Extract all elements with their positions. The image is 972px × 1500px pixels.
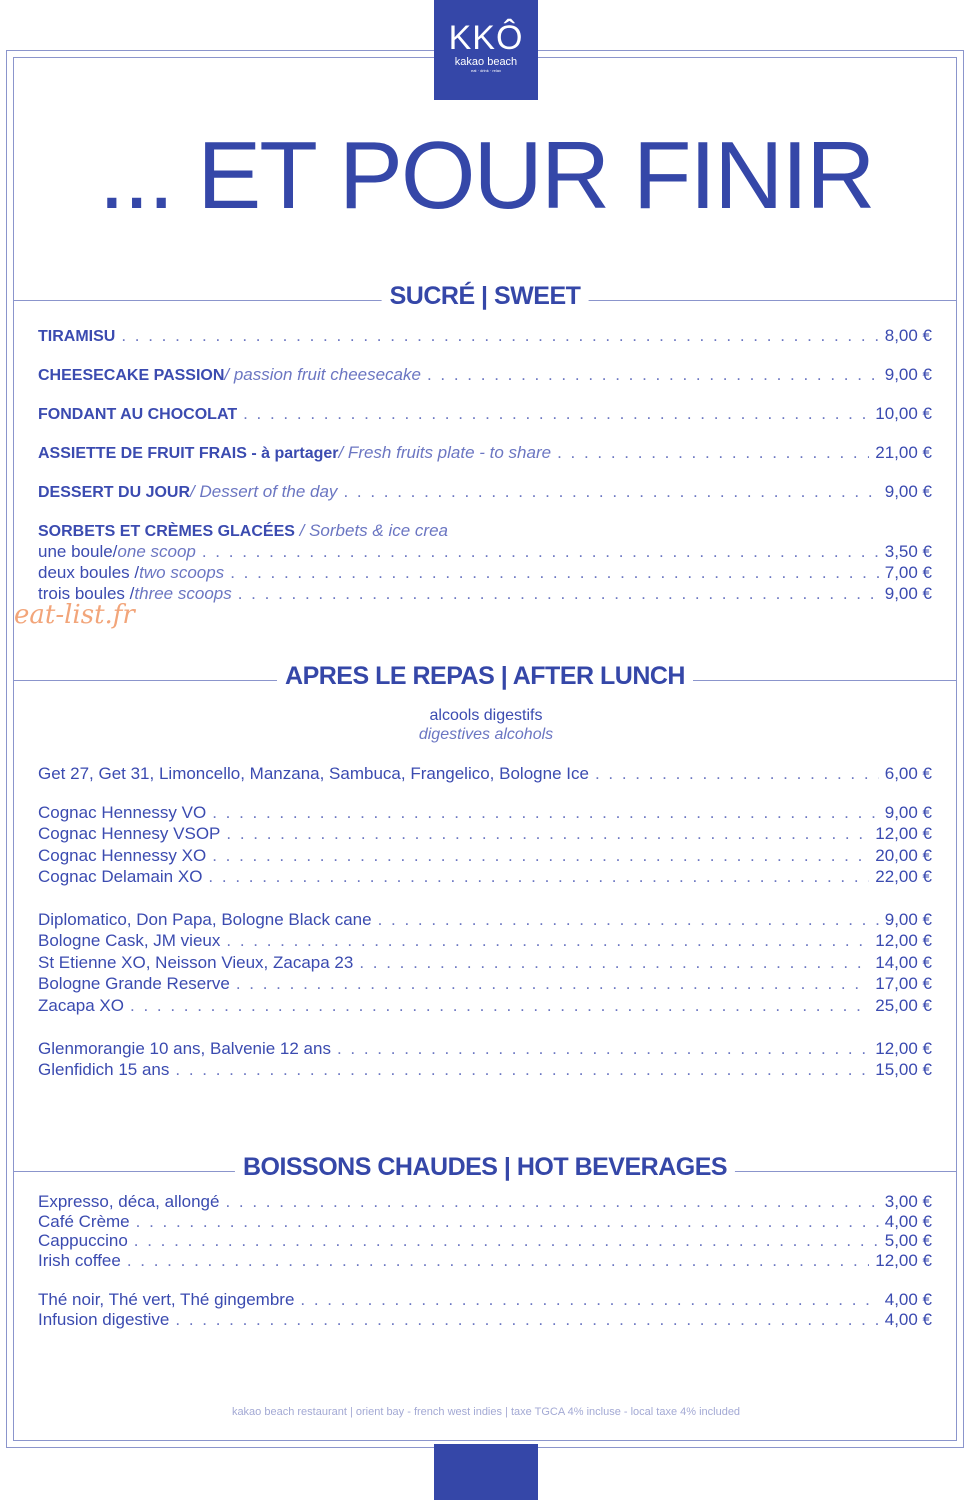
- logo-name: kakao beach: [454, 56, 518, 68]
- item-price: 22,00 €: [875, 867, 932, 886]
- item-price: 25,00 €: [875, 996, 932, 1015]
- section-header-hot-beverages: [13, 1152, 957, 1182]
- item-name: une boule/: [38, 542, 118, 561]
- dot-leader: [226, 824, 869, 844]
- item-price: 12,00 €: [875, 1039, 932, 1058]
- menu-item: [38, 764, 932, 784]
- item-price: 21,00 €: [875, 443, 932, 462]
- dot-leader: [121, 326, 878, 346]
- menu-item: [38, 1310, 932, 1330]
- section-header-after-lunch: [13, 661, 957, 691]
- dot-leader: [134, 1231, 879, 1251]
- item-name: St Etienne XO, Neisson Vieux, Zacapa 23: [38, 953, 354, 972]
- dot-leader: [202, 542, 879, 561]
- item-name: Café Crème: [38, 1212, 130, 1231]
- section-title: BOISSONS CHAUDES | HOT BEVERAGES: [235, 1152, 735, 1182]
- item-name: deux boules /: [38, 563, 140, 582]
- item-name: Bologne Cask, JM vieux: [38, 931, 221, 950]
- dot-leader: [238, 584, 879, 603]
- item-name: Thé noir, Thé vert, Thé gingembre: [38, 1290, 295, 1309]
- item-subtitle: one scoop: [117, 542, 196, 561]
- section-title: SUCRÉ | SWEET: [382, 281, 589, 311]
- bottom-tab: [434, 1444, 538, 1500]
- item-name: Glenmorangie 10 ans, Balvenie 12 ans: [38, 1039, 331, 1058]
- sorbets-heading: [38, 521, 448, 542]
- item-name: SORBETS ET CRÈMES GLACÉES: [38, 523, 295, 540]
- item-name: TIRAMISU: [38, 328, 116, 345]
- dot-leader: [236, 974, 869, 994]
- section-note: alcools digestifs: [429, 707, 543, 724]
- footer-text: kakao beach restaurant | orient bay - french west indies | taxe TGCA 4% incluse - local taxe 4% included: [231, 1406, 741, 1418]
- item-price: 3,50 €: [884, 542, 932, 561]
- item-price: 9,00 €: [884, 803, 932, 822]
- item-name: trois boules /: [38, 584, 135, 603]
- logo: [434, 0, 538, 100]
- menu-item: [38, 1060, 932, 1080]
- dot-leader: [208, 867, 869, 887]
- item-subtitle: three scoops: [134, 584, 232, 603]
- item-subtitle: / Dessert of the day: [190, 482, 338, 501]
- dot-leader: [212, 803, 879, 823]
- item-name: FONDANT AU CHOCOLAT: [38, 406, 238, 423]
- menu-item: [38, 326, 932, 347]
- dot-leader: [378, 910, 879, 930]
- item-price: 9,00 €: [884, 365, 932, 384]
- dot-leader: [136, 1212, 879, 1232]
- dot-leader: [557, 443, 869, 463]
- menu-item: [38, 365, 932, 386]
- dot-leader: [175, 1060, 869, 1080]
- item-name: Get 27, Get 31, Limoncello, Manzana, Sambuca, Frangelico, Bologne Ice: [38, 764, 589, 783]
- menu-item: [38, 824, 932, 844]
- item-price: 3,00 €: [884, 1192, 932, 1211]
- menu-item: [38, 846, 932, 866]
- item-name: Diplomatico, Don Papa, Bologne Black cane: [38, 910, 372, 929]
- dot-leader: [300, 1290, 878, 1310]
- item-name: Infusion digestive: [38, 1310, 170, 1329]
- item-price: 5,00 €: [884, 1231, 932, 1250]
- dot-leader: [359, 953, 869, 973]
- section-header-sweet: [13, 281, 957, 311]
- menu-item: [38, 542, 932, 561]
- item-subtitle: / passion fruit cheesecake: [224, 365, 421, 384]
- dot-leader: [343, 482, 878, 502]
- item-name: Irish coffee: [38, 1251, 121, 1270]
- menu-item: [38, 563, 932, 582]
- page-title: ... ET POUR FINIR: [98, 122, 874, 229]
- dot-leader: [230, 563, 879, 582]
- section-note-english: digestives alcohols: [418, 726, 554, 743]
- item-price: 8,00 €: [884, 326, 932, 345]
- dot-leader: [427, 365, 879, 385]
- dot-leader: [225, 1192, 878, 1212]
- menu-item: [38, 910, 932, 930]
- dot-leader: [127, 1251, 869, 1271]
- menu-item: [38, 404, 932, 425]
- dot-leader: [226, 931, 869, 951]
- item-name: Expresso, déca, allongé: [38, 1192, 220, 1211]
- dot-leader: [130, 996, 869, 1016]
- menu-item: [38, 1192, 932, 1212]
- logo-mark: KKÔ: [448, 19, 524, 57]
- item-name: CHEESECAKE PASSION: [38, 367, 225, 384]
- item-name: ASSIETTE DE FRUIT FRAIS - à partager: [38, 445, 339, 462]
- item-name: Cognac Hennessy XO: [38, 846, 207, 865]
- item-price: 9,00 €: [884, 910, 932, 929]
- item-price: 12,00 €: [875, 1251, 932, 1270]
- dot-leader: [337, 1039, 869, 1059]
- item-price: 14,00 €: [875, 953, 932, 972]
- menu-item: [38, 931, 932, 951]
- item-price: 4,00 €: [884, 1212, 932, 1231]
- watermark: eat-list.fr: [14, 600, 135, 630]
- item-price: 9,00 €: [884, 584, 932, 603]
- item-name: Cognac Hennessy VO: [38, 803, 207, 822]
- item-price: 20,00 €: [875, 846, 932, 865]
- item-name: DESSERT DU JOUR: [38, 484, 191, 501]
- item-price: 10,00 €: [875, 404, 932, 423]
- menu-item: [38, 996, 932, 1016]
- menu-item: [38, 953, 932, 973]
- item-name: Cognac Hennesy VSOP: [38, 824, 221, 843]
- item-name: Bologne Grande Reserve: [38, 974, 230, 993]
- item-name: Cappuccino: [38, 1231, 128, 1250]
- menu-item: [38, 1290, 932, 1310]
- menu-item: [38, 974, 932, 994]
- item-name: Zacapa XO: [38, 996, 124, 1015]
- item-price: 7,00 €: [884, 563, 932, 582]
- dot-leader: [175, 1310, 878, 1330]
- menu-item: [38, 443, 932, 464]
- menu-item: [38, 1039, 932, 1059]
- item-subtitle: two scoops: [139, 563, 225, 582]
- item-name: Cognac Delamain XO: [38, 867, 203, 886]
- item-price: 12,00 €: [875, 931, 932, 950]
- item-price: 9,00 €: [884, 482, 932, 501]
- item-subtitle: / Fresh fruits plate - to share: [338, 443, 552, 462]
- dot-leader: [243, 404, 869, 424]
- menu-item: [38, 1212, 932, 1232]
- logo-tagline: eat · drink · relax: [470, 68, 501, 73]
- item-price: 4,00 €: [884, 1290, 932, 1309]
- item-price: 12,00 €: [875, 824, 932, 843]
- menu-item: [38, 482, 932, 503]
- dot-leader: [595, 764, 879, 784]
- item-price: 6,00 €: [884, 764, 932, 783]
- item-price: 4,00 €: [884, 1310, 932, 1329]
- item-price: 15,00 €: [875, 1060, 932, 1079]
- dot-leader: [212, 846, 869, 866]
- menu-item: [38, 1231, 932, 1251]
- menu-item: [38, 803, 932, 823]
- menu-item: [38, 1251, 932, 1271]
- item-price: 17,00 €: [875, 974, 932, 993]
- menu-item: [38, 584, 932, 603]
- item-name: Glenfidich 15 ans: [38, 1060, 170, 1079]
- section-title: APRES LE REPAS | AFTER LUNCH: [277, 661, 693, 691]
- item-subtitle: / Sorbets & ice crea: [294, 521, 448, 540]
- menu-item: [38, 867, 932, 887]
